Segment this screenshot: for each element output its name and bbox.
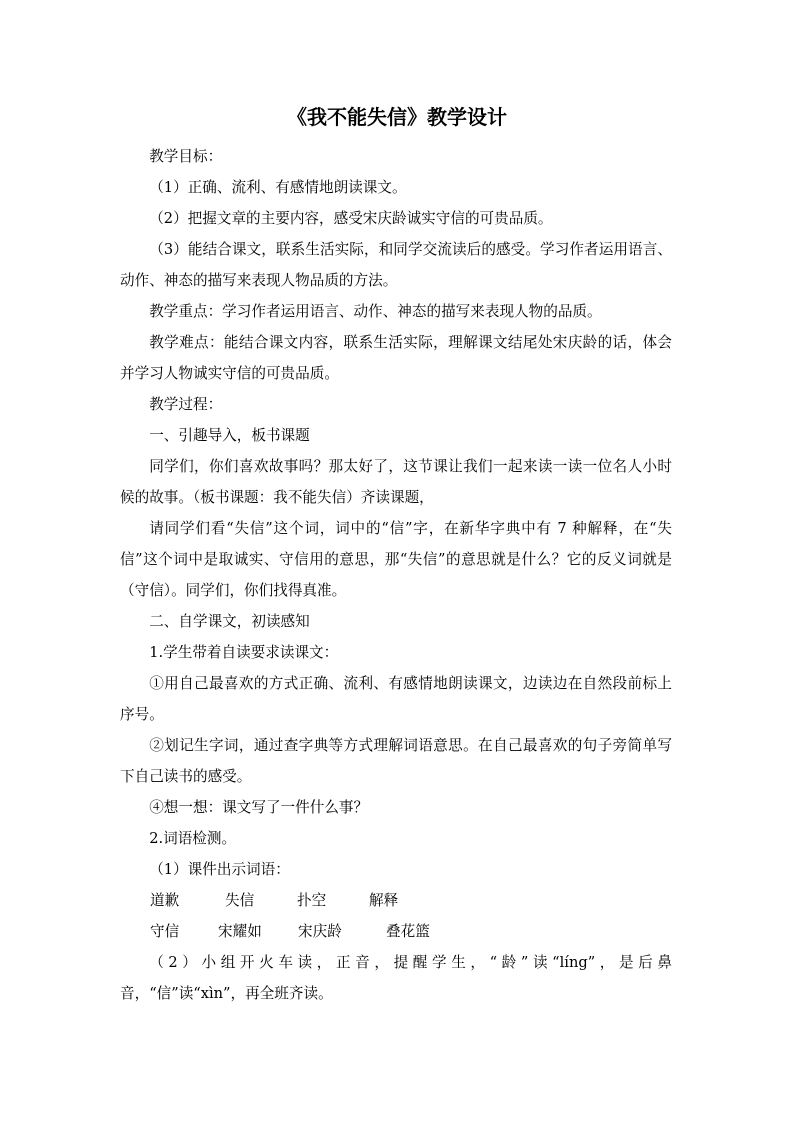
goals-heading: 教学目标： bbox=[149, 148, 223, 165]
vocab-word: 失信 bbox=[225, 892, 255, 909]
paragraph: 同学们，你们喜欢故事吗？那太好了，这节课让我们一起来读一读一位名人小时候的故事。（板书课题：我不能失信）齐读课题， bbox=[120, 458, 672, 506]
vocab-word: 叠花篮 bbox=[386, 923, 430, 940]
requirement: ②划记生字词，通过查字典等方式理解词语意思。在自己最喜欢的句子旁简单写下自己读书的感受。 bbox=[120, 737, 672, 785]
step-heading: 1.学生带着自读要求读课文： bbox=[149, 644, 339, 661]
process-heading: 教学过程： bbox=[149, 396, 223, 413]
vocab-word: 解释 bbox=[369, 892, 399, 909]
section-heading: 二、自学课文，初读感知 bbox=[149, 613, 310, 630]
requirement: ①用自己最喜欢的方式正确、流利、有感情地朗读课文，边读边在自然段前标上序号。 bbox=[120, 675, 672, 723]
vocab-word: 扑空 bbox=[297, 892, 327, 909]
document-title: 《我不能失信》教学设计 bbox=[287, 105, 507, 129]
vocab-word: 宋耀如 bbox=[218, 923, 262, 940]
vocab-word: 守信 bbox=[150, 923, 180, 940]
vocab-row bbox=[120, 916, 672, 947]
goal-item: （2）把握文章的主要内容，感受宋庆龄诚实守信的可贵品质。 bbox=[149, 210, 553, 227]
section-heading: 一、引趣导入，板书课题 bbox=[149, 427, 310, 444]
goal-item: （3）能结合课文，联系生活实际，和同学交流读后的感受。学习作者运用语言、动作、神态的描写来表现人物品质的方法。 bbox=[120, 241, 672, 289]
document-body bbox=[120, 141, 672, 1009]
step-heading: 2.词语检测。 bbox=[149, 830, 237, 847]
sub-step: （2）小组开火车读，正音，提醒学生，“龄”读“líng”，是后鼻音，“信”读“xìn”，再全班齐读。 bbox=[120, 954, 672, 1002]
difficulty: 教学难点：能结合课文内容，联系生活实际，理解课文结尾处宋庆龄的话，体会并学习人物诚实守信的可贵品质。 bbox=[120, 334, 672, 382]
key-point: 教学重点：学习作者运用语言、动作、神态的描写来表现人物的品质。 bbox=[149, 303, 602, 320]
vocab-word: 道歉 bbox=[150, 892, 180, 909]
sub-step: （1）课件出示词语： bbox=[149, 861, 290, 878]
requirement: ④想一想：课文写了一件什么事？ bbox=[149, 799, 369, 816]
vocab-row bbox=[120, 885, 672, 916]
goal-item: （1）正确、流利、有感情地朗读课文。 bbox=[149, 179, 407, 196]
paragraph: 请同学们看“失信”这个词，词中的“信”字，在新华字典中有 7 种解释，在“失信”这个词中是取诚实、守信用的意思，那“失信”的意思就是什么？它的反义词就是（守信）。同学们，你们找得真准。 bbox=[120, 520, 672, 599]
vocab-word: 宋庆龄 bbox=[298, 923, 342, 940]
